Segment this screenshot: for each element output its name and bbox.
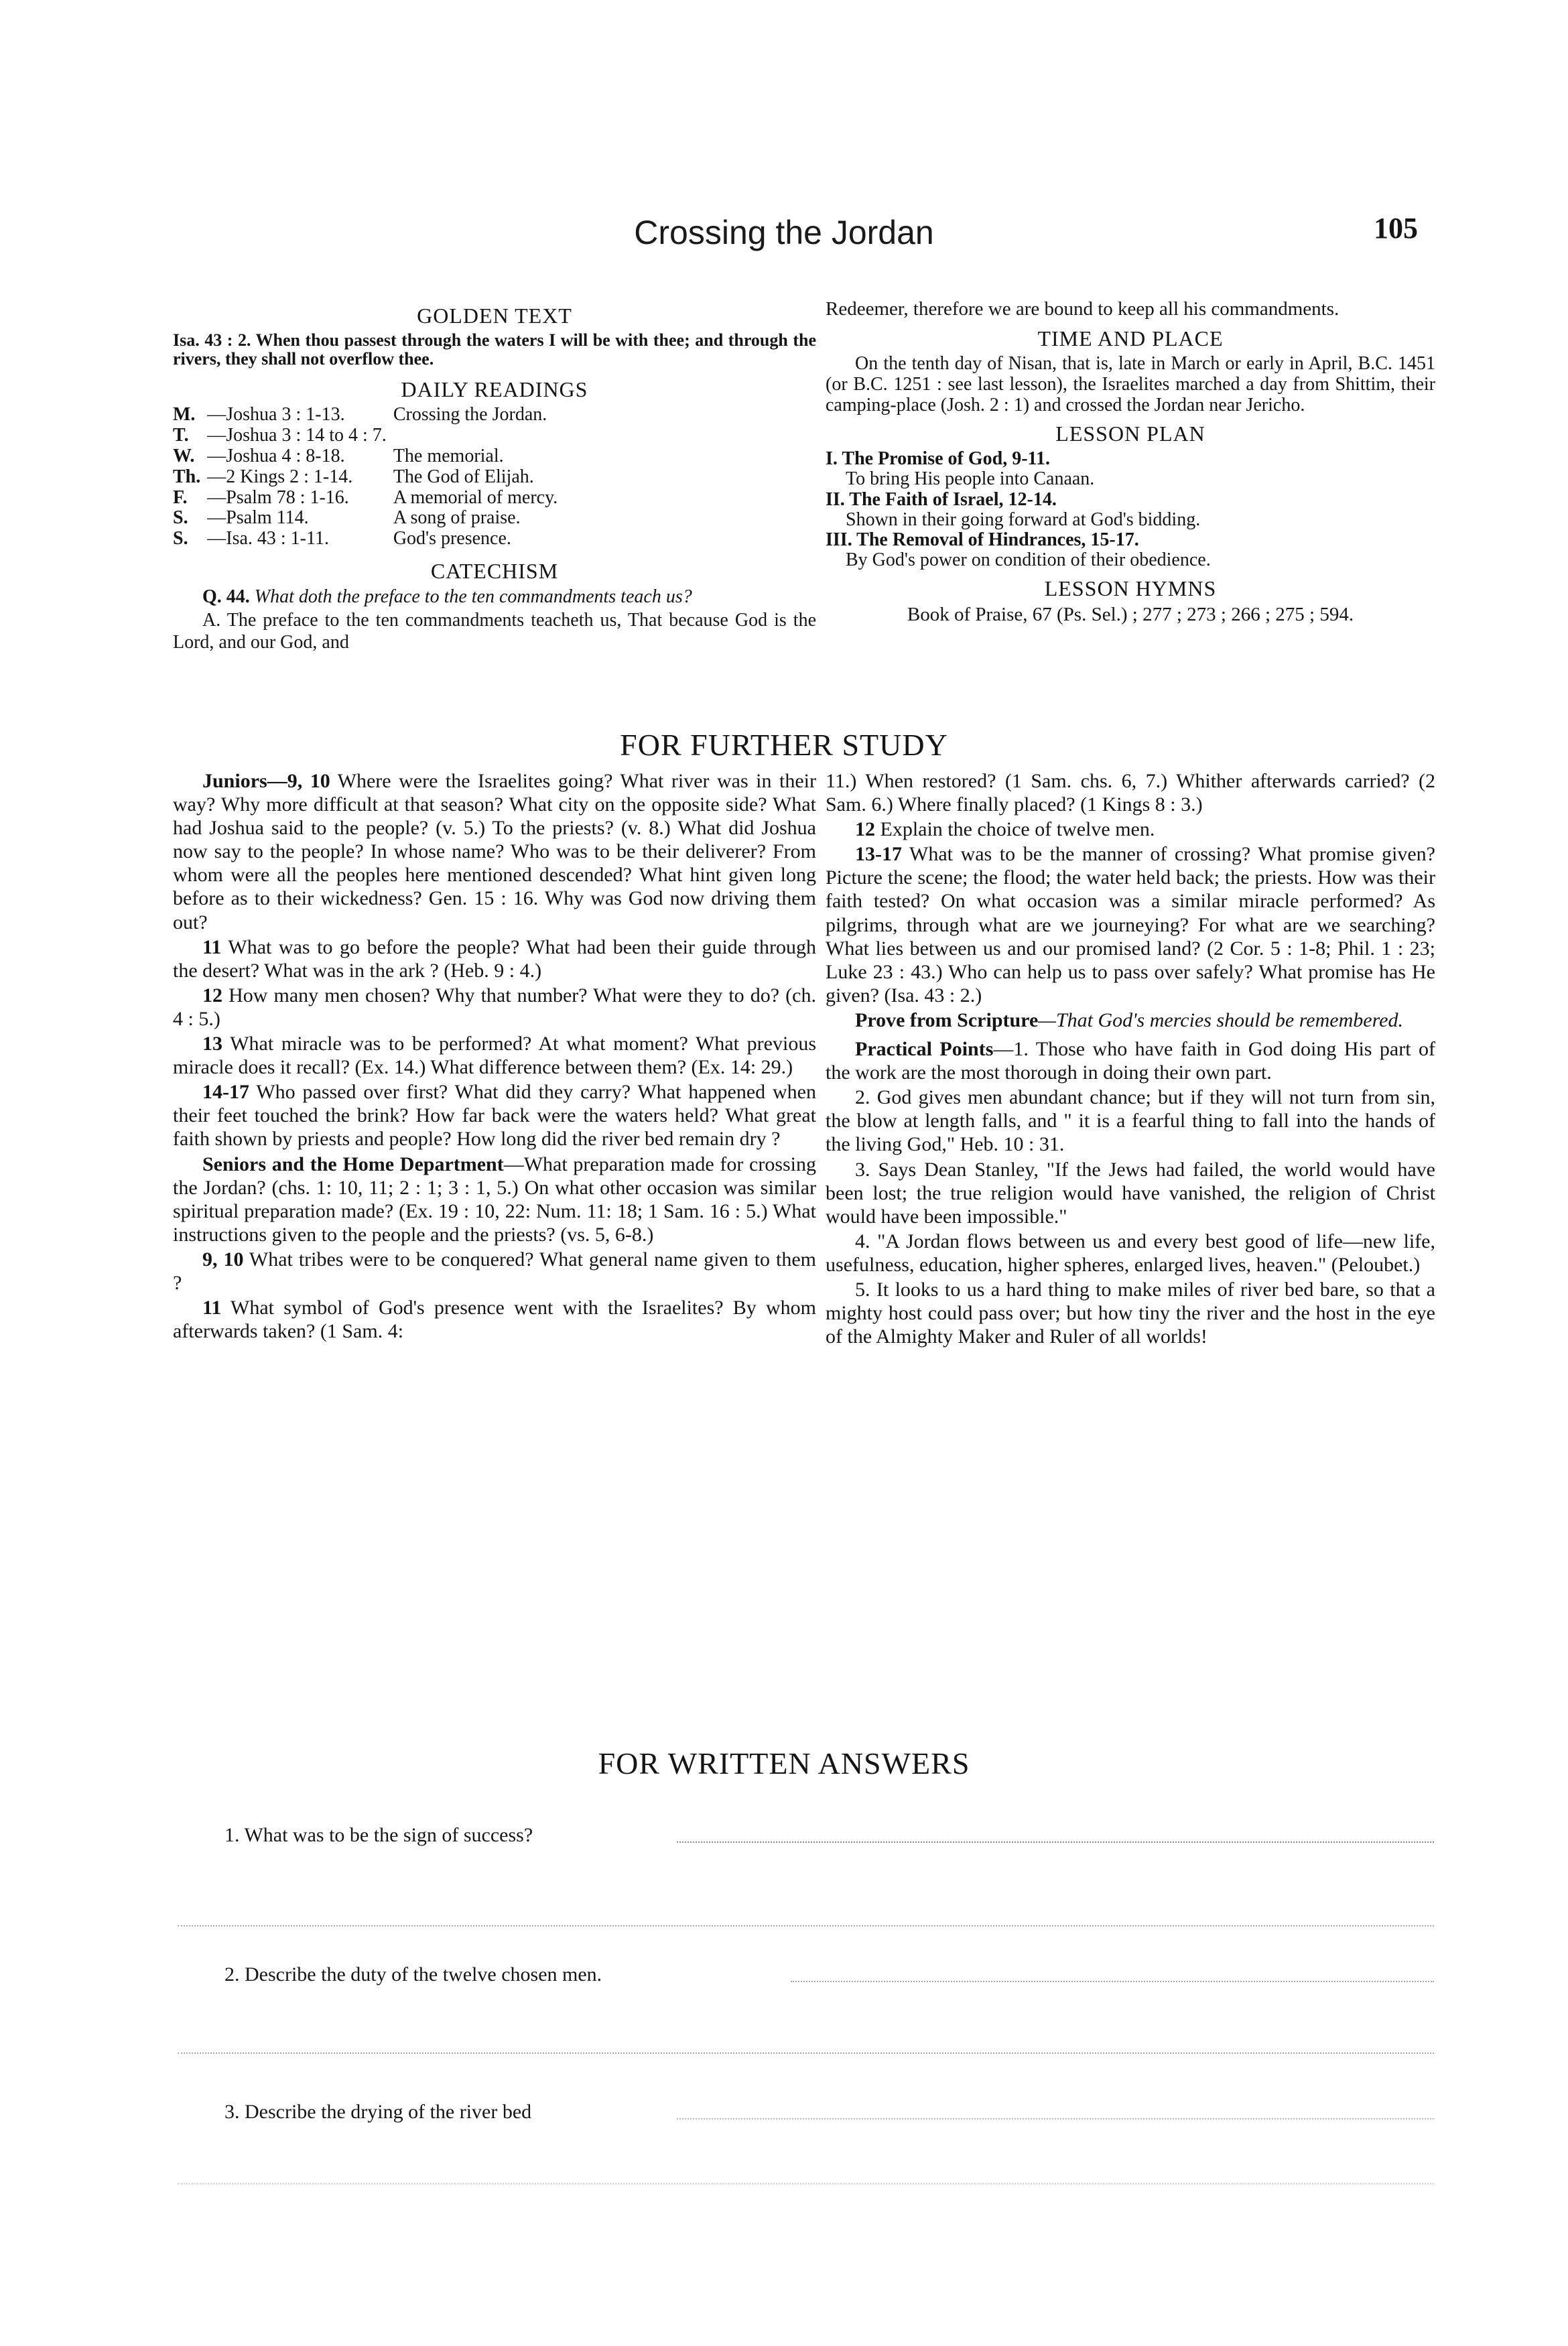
practical-point: 4. "A Jordan flows between us and every best good of life—new life, usefulness, education, higher spheres, enlarged lives, heaven." (Peloubet.) xyxy=(826,1230,1435,1276)
study-paragraph xyxy=(826,769,1435,816)
daily-readings-table xyxy=(173,405,564,549)
reading-ref: —Joshua 4 : 8-18. xyxy=(207,446,345,467)
practical-point: 2. God gives men abundant chance; but if they will not turn from sin, the blow at length falls, and " it is a fearful thing to fall into the hands of the living God," Heb. 10 : 31. xyxy=(826,1086,1435,1156)
reading-ref: —Psalm 78 : 1-16. xyxy=(207,486,349,508)
catechism-question-label: Q. 44. xyxy=(202,586,250,608)
study-paragraph xyxy=(826,842,1435,1007)
reading-title: God's presence. xyxy=(393,528,511,549)
answer-line xyxy=(178,2171,1434,2185)
answer-line xyxy=(791,1969,1434,1982)
further-study-heading: FOR FURTHER STUDY xyxy=(620,728,948,762)
reading-day: Th. xyxy=(173,466,201,487)
lesson-plan-point: I. The Promise of God, 9-11. xyxy=(826,448,1050,470)
reading-title xyxy=(393,426,564,446)
study-label: Juniors—9, 10 xyxy=(202,770,330,792)
study-text: —What preparation made for crossing the Jordan? (chs. 1: 10, 11; 2 : 1; 3 : 1, 5.) On what other occasion was similar spiritual preparation made? (Ex. 19 : 10, 22: Num. 11: 18; 1 Sam. 16 : 5.) What instructions given to the people and the priests? (vs. 5, 6-8.) xyxy=(173,1153,816,1246)
time-place-text: On the tenth day of Nisan, that is, late in March or early in April, B.C. 1451 (or B.C. 1251 : see last lesson), the Israelites marched a day from Shittim, their camping-place (Josh. 2 : 1) and crossed the Jordan near Jericho. xyxy=(826,353,1435,415)
answer-line xyxy=(178,1913,1434,1927)
lesson-plan-subpoint: To bring His people into Canaan. xyxy=(846,468,1095,490)
further-study-left-column xyxy=(173,769,816,1344)
reading-row xyxy=(173,508,564,529)
practical-point xyxy=(826,1037,1435,1084)
reading-ref: —Psalm 114. xyxy=(207,507,309,529)
study-text: Where were the Israelites going? What river was in their way? Why more difficult at that season? What city on the opposite side? What had Joshua said to the people? (v. 5.) To the priests? (v. 8.) What did Joshua now say to the people? In whose name? Who was to be their deliverer? From whom were all the peoples here mentioned descended? What hint given long before as to their wickedness? Gen. 15 : 16. Why was God now driving them out? xyxy=(173,770,816,933)
catechism-question-text: What doth the preface to the ten commandments teach us? xyxy=(254,586,692,608)
written-question: 1. What was to be the sign of success? xyxy=(224,1824,533,1846)
practical-point: 5. It looks to us a hard thing to make miles of river bed bare, so that a mighty host could pass over; but how tiny the river and the host in the eye of the Almighty Maker and Ruler of all worlds! xyxy=(826,1278,1435,1348)
prove-label: Prove from Scripture xyxy=(855,1008,1039,1031)
study-paragraph xyxy=(173,1248,816,1295)
study-paragraph xyxy=(173,1032,816,1079)
catechism-question xyxy=(173,586,816,608)
reading-title: A memorial of mercy. xyxy=(393,486,558,508)
study-text: What symbol of God's presence went with the Israelites? By whom afterwards taken? (1 Sam. 4: xyxy=(173,1297,816,1343)
reading-row xyxy=(173,529,564,549)
reading-day: S. xyxy=(173,528,188,549)
study-text: What miracle was to be performed? At what moment? What previous miracle does it recall? (Ex. 14.) What difference between them? (Ex. 14: 29.) xyxy=(173,1033,816,1079)
study-label: 14-17 xyxy=(202,1081,249,1104)
golden-text-heading: GOLDEN TEXT xyxy=(417,304,572,328)
reading-title: A song of praise. xyxy=(393,507,521,529)
page-number: 105 xyxy=(1374,212,1418,245)
reading-day: W. xyxy=(173,446,195,467)
reading-row xyxy=(173,467,564,488)
study-text: What was to go before the people? What had been their guide through the desert? What was in the ark ? (Heb. 9 : 4.) xyxy=(173,935,816,982)
reading-day: F. xyxy=(173,486,188,508)
lesson-plan-heading: LESSON PLAN xyxy=(1055,421,1205,446)
reading-row xyxy=(173,488,564,509)
catechism-heading: CATECHISM xyxy=(430,559,559,584)
study-paragraph xyxy=(173,1153,816,1246)
study-paragraph xyxy=(173,1080,816,1151)
study-text: Who passed over first? What did they carry? What happened when their feet touched the brink? How far back were the waters held? What great faith shown by priests and people? How long did the river bed remain dry ? xyxy=(173,1081,816,1151)
reading-day: S. xyxy=(173,507,188,529)
catechism-answer: A. The preface to the ten commandments teacheth us, That because God is the Lord, and our God, and xyxy=(173,610,816,653)
reading-ref: —2 Kings 2 : 1-14. xyxy=(207,466,353,487)
study-text: What tribes were to be conquered? What general name given to them ? xyxy=(173,1248,816,1294)
study-text: How many men chosen? Why that number? What were they to do? (ch. 4 : 5.) xyxy=(173,984,816,1030)
study-text: What was to be the manner of crossing? What promise given? Picture the scene; the flood; the water held back; the priests. How was their faith tested? On what occasion was a similar miracle performed? As pilgrims, through what are we journeying? For what are we searching? What lies between us and our promised land? (2 Cor. 5 : 1-8; Phil. 1 : 23; Luke 23 : 43.) Who can help us to pass over safely? What promise has He given? (Isa. 43 : 2.) xyxy=(826,843,1435,1006)
further-study-right-column xyxy=(826,769,1435,1350)
prove-text: —That God's mercies should be remembered. xyxy=(1038,1008,1403,1031)
reading-row xyxy=(173,446,564,467)
written-answers-heading: FOR WRITTEN ANSWERS xyxy=(598,1746,970,1780)
reading-row xyxy=(173,405,564,426)
study-label: Seniors and the Home Department xyxy=(202,1153,504,1175)
lesson-plan xyxy=(826,449,1435,570)
study-paragraph xyxy=(173,984,816,1031)
study-label: 11 xyxy=(202,935,222,958)
practical-point-text: —1. Those who have faith in God doing His part of the work are the most thorough in doing their own part. xyxy=(826,1038,1435,1084)
reading-title: The God of Elijah. xyxy=(393,466,534,487)
right-top-column xyxy=(826,298,1435,628)
reading-title: Crossing the Jordan. xyxy=(393,404,547,426)
study-paragraph xyxy=(173,935,816,982)
study-label: 13 xyxy=(202,1033,222,1055)
practical-label: Practical Points xyxy=(855,1038,994,1061)
left-top-column xyxy=(173,298,816,655)
reading-day: T. xyxy=(173,425,189,446)
page-title: Crossing the Jordan xyxy=(634,214,934,251)
reading-title: The memorial. xyxy=(393,446,504,467)
study-text: Explain the choice of twelve men. xyxy=(875,818,1155,841)
answer-line xyxy=(677,1829,1434,1843)
study-text: 11.) When restored? (1 Sam. chs. 6, 7.) Whither afterwards carried? (2 Sam. 6.) Where finally placed? (1 Kings 8 : 3.) xyxy=(826,770,1435,816)
lesson-plan-subpoint: Shown in their going forward at God's bidding. xyxy=(846,509,1201,530)
reading-day: M. xyxy=(173,404,196,426)
study-label: 11 xyxy=(202,1297,222,1319)
practical-point: 3. Says Dean Stanley, "If the Jews had failed, the world would have been lost; the true religion would have vanished, the religion of Christ would have been impossible." xyxy=(826,1158,1435,1228)
study-label: 13-17 xyxy=(855,843,902,866)
answer-line xyxy=(178,2040,1434,2054)
reading-ref: —Isa. 43 : 1-11. xyxy=(207,528,329,549)
written-question: 2. Describe the duty of the twelve chosen men. xyxy=(224,1963,602,1985)
lesson-plan-point: II. The Faith of Israel, 12-14. xyxy=(826,488,1057,510)
lesson-hymns-text: Book of Praise, 67 (Ps. Sel.) ; 277 ; 273 ; 266 ; 275 ; 594. xyxy=(907,604,1354,626)
lesson-plan-point: III. The Removal of Hindrances, 15-17. xyxy=(826,529,1139,551)
study-paragraph xyxy=(173,769,816,934)
reading-ref: —Joshua 3 : 1-13. xyxy=(207,404,345,426)
study-paragraph xyxy=(826,818,1435,841)
answer-line xyxy=(677,2106,1434,2120)
lesson-hymns-heading: LESSON HYMNS xyxy=(1044,576,1217,600)
prove-from-scripture xyxy=(826,1008,1435,1032)
time-place-heading: TIME AND PLACE xyxy=(1037,326,1224,350)
reading-ref: —Joshua 3 : 14 to 4 : 7. xyxy=(207,425,387,446)
reading-row xyxy=(173,426,564,446)
golden-text: Isa. 43 : 2. When thou passest through the waters I will be with thee; and through the rivers, they shall not overflow thee. xyxy=(173,330,816,369)
study-paragraph xyxy=(173,1296,816,1343)
lesson-plan-subpoint: By God's power on condition of their obedience. xyxy=(846,549,1211,571)
study-label: 12 xyxy=(202,984,222,1006)
daily-readings-heading: DAILY READINGS xyxy=(401,377,588,402)
written-question: 3. Describe the drying of the river bed xyxy=(224,2101,532,2123)
study-label: 12 xyxy=(855,818,875,841)
study-label: 9, 10 xyxy=(202,1248,244,1270)
redeemer-continuation: Redeemer, therefore we are bound to keep all his commandments. xyxy=(826,298,1340,320)
